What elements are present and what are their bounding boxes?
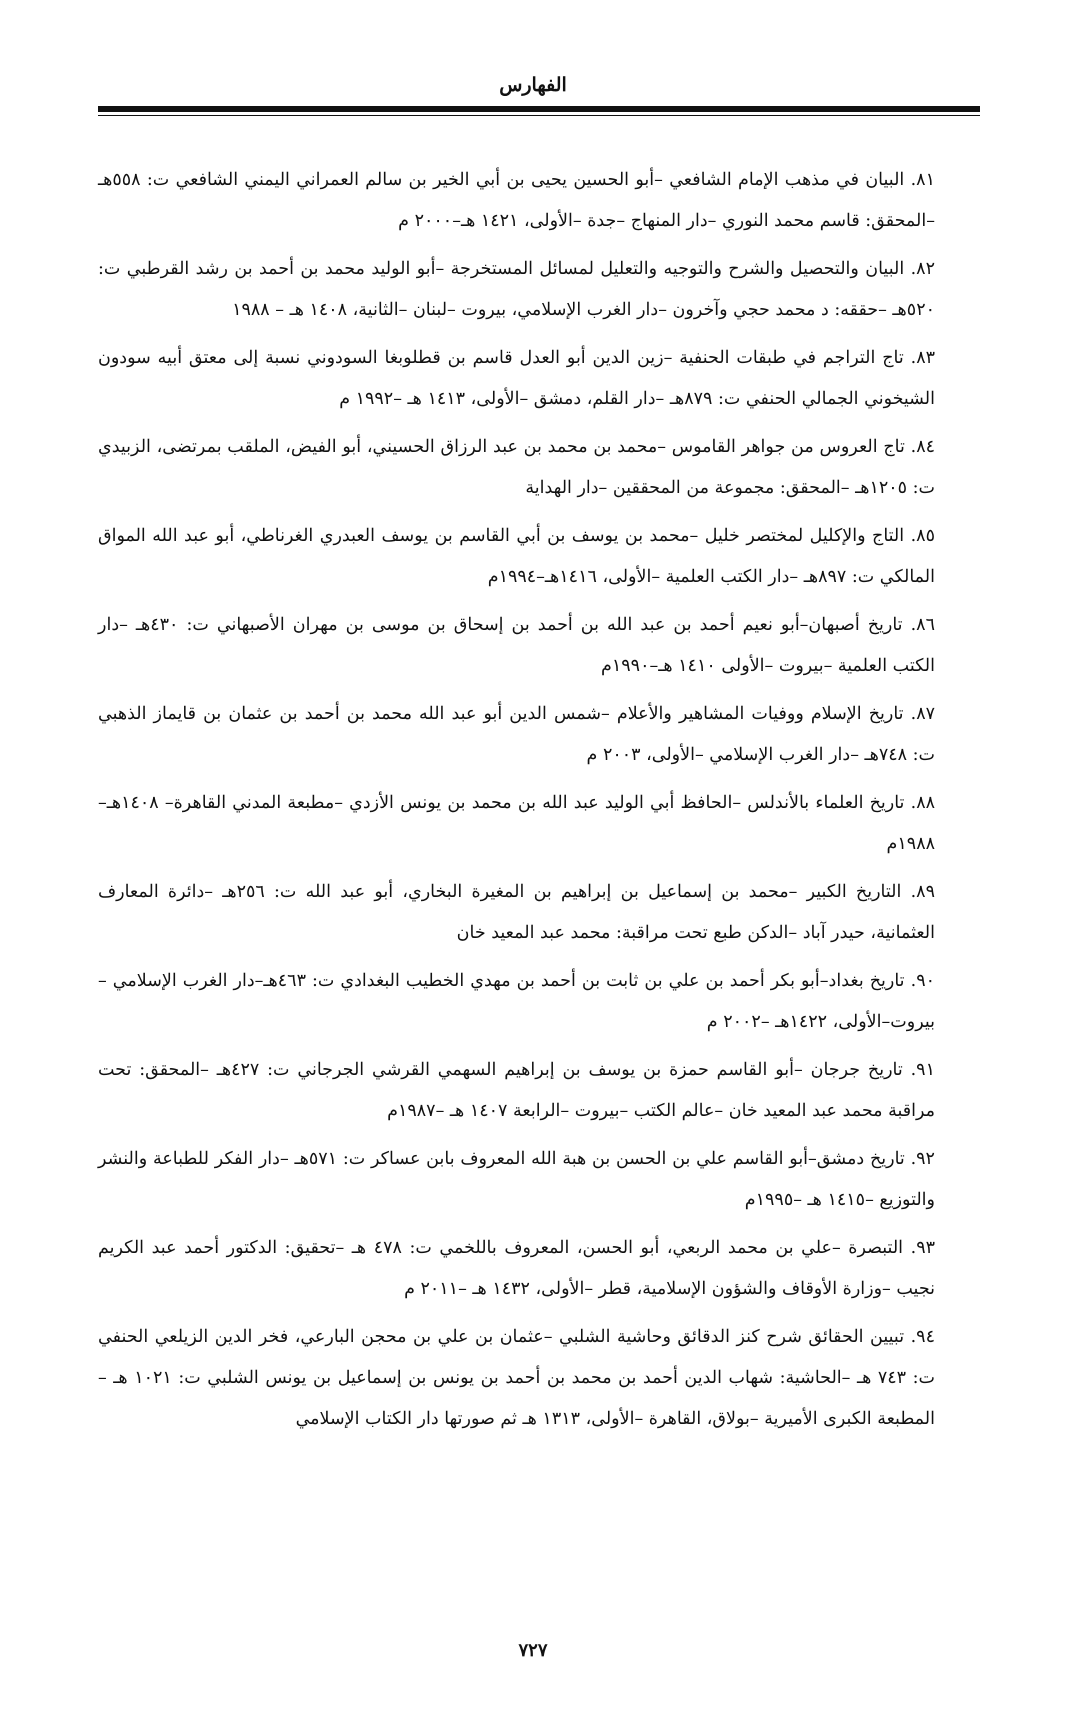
entry-text: تاريخ دمشق–أبو القاسم علي بن الحسن بن هبة الله المعروف بابن عساكر ت: ٥٧١هـ –دار الفكر للطباعة والنشر والتوزيع –١٤١٥ هـ –١٩٩٥م: [98, 1149, 935, 1210]
list-item: [98, 1317, 935, 1440]
list-item: [98, 1228, 935, 1310]
entry-number: ٨٩.: [910, 882, 935, 902]
entry-number: ٩٠.: [910, 971, 935, 991]
list-item: [98, 694, 935, 776]
bibliography-list: [98, 160, 935, 1447]
list-item: [98, 872, 935, 954]
entry-number: ٩٤.: [910, 1327, 935, 1347]
entry-text: تاريخ الإسلام ووفيات المشاهير والأعلام –شمس الدين أبو عبد الله محمد بن أحمد بن عثمان بن قايماز الذهبي ت: ٧٤٨هـ –دار الغرب الإسلامي –الأولى، ٢٠٠٣ م: [98, 704, 935, 765]
list-item: [98, 249, 935, 331]
entry-number: ٨١.: [910, 170, 935, 190]
list-item: [98, 783, 935, 865]
list-item: [98, 338, 935, 420]
entry-number: ٩١.: [910, 1060, 935, 1080]
entry-text: تاريخ جرجان –أبو القاسم حمزة بن يوسف بن إبراهيم السهمي القرشي الجرجاني ت: ٤٢٧هـ –المحقق: تحت مراقبة محمد عبد المعيد خان –عالم الكتب –بيروت –الرابعة ١٤٠٧ هـ –١٩٨٧م: [98, 1060, 935, 1121]
entry-text: تاج العروس من جواهر القاموس –محمد بن محمد بن عبد الرزاق الحسيني، أبو الفيض، الملقب بمرتضى، الزبيدي ت: ١٢٠٥هـ –المحقق: مجموعة من المحققين –دار الهداية: [98, 437, 935, 498]
entry-number: ٩٣.: [910, 1238, 935, 1258]
page-number: ٧٢٧: [518, 1640, 548, 1661]
entry-text: تاريخ بغداد–أبو بكر أحمد بن علي بن ثابت بن أحمد بن مهدي الخطيب البغدادي ت: ٤٦٣هـ–دار الغرب الإسلامي –بيروت–الأولى، ١٤٢٢هـ –٢٠٠٢ م: [98, 971, 935, 1032]
entry-text: التاريخ الكبير –محمد بن إسماعيل بن إبراهيم بن المغيرة البخاري، أبو عبد الله ت: ٢٥٦هـ –دائرة المعارف العثمانية، حيدر آباد –الدكن طبع تحت مراقبة: محمد عبد المعيد خان: [98, 882, 935, 943]
entry-text: تبيين الحقائق شرح كنز الدقائق وحاشية الشلبي –عثمان بن علي بن محجن البارعي، فخر الدين الزيلعي الحنفي ت: ٧٤٣ هـ –الحاشية: شهاب الدين أحمد بن محمد بن أحمد بن يونس بن إسماعيل بن يونس الشلبي ت: ١٠٢١ هـ –المطبعة الكبرى الأميرية –بولاق، القاهرة –الأولى، ١٣١٣ هـ ثم صورتها دار الكتاب الإسلامي: [98, 1327, 935, 1429]
list-item: [98, 427, 935, 509]
list-item: [98, 516, 935, 598]
entry-text: تاج التراجم في طبقات الحنفية –زين الدين أبو العدل قاسم بن قطلوبغا السودوني نسبة إلى معتق أبيه سودون الشيخوني الجمالي الحنفي ت: ٨٧٩هـ –دار القلم، دمشق –الأولى، ١٤١٣ هـ –١٩٩٢ م: [98, 348, 935, 409]
entry-text: التاج والإكليل لمختصر خليل –محمد بن يوسف بن أبي القاسم بن يوسف العبدري الغرناطي، أبو عبد الله المواق المالكي ت: ٨٩٧هـ –دار الكتب العلمية –الأولى، ١٤١٦هـ–١٩٩٤م: [98, 526, 935, 587]
list-item: [98, 961, 935, 1043]
entry-text: تاريخ أصبهان–أبو نعيم أحمد بن عبد الله بن أحمد بن إسحاق بن موسى بن مهران الأصبهاني ت: ٤٣٠هـ –دار الكتب العلمية –بيروت –الأولى ١٤١٠ هـ–١٩٩٠م: [98, 615, 935, 676]
list-item: [98, 1139, 935, 1221]
entry-text: البيان في مذهب الإمام الشافعي –أبو الحسين يحيى بن أبي الخير بن سالم العمراني اليمني الشافعي ت: ٥٥٨هـ –المحقق: قاسم محمد النوري –دار المنهاج –جدة –الأولى، ١٤٢١ هـ–٢٠٠٠ م: [98, 170, 935, 231]
entry-text: تاريخ العلماء بالأندلس –الحافظ أبي الوليد عبد الله بن محمد بن يونس الأزدي –مطبعة المدني القاهرة– ١٤٠٨هـ–١٩٨٨م: [98, 793, 935, 854]
list-item: [98, 605, 935, 687]
page-header-title: الفهارس: [499, 74, 567, 96]
entry-number: ٨٥.: [910, 526, 935, 546]
entry-number: ٨٦.: [910, 615, 935, 635]
header-rule-thick: [98, 106, 980, 112]
entry-text: التبصرة –علي بن محمد الربعي، أبو الحسن، المعروف باللخمي ت: ٤٧٨ هـ –تحقيق: الدكتور أحمد عبد الكريم نجيب –وزارة الأوقاف والشؤون الإسلامية، قطر –الأولى، ١٤٣٢ هـ –٢٠١١ م: [98, 1238, 935, 1299]
entry-number: ٨٨.: [910, 793, 935, 813]
entry-number: ٨٣.: [910, 348, 935, 368]
entry-number: ٨٤.: [910, 437, 935, 457]
list-item: [98, 1050, 935, 1132]
entry-number: ٩٢.: [910, 1149, 935, 1169]
header-rule-thin: [98, 115, 980, 116]
list-item: [98, 160, 935, 242]
entry-number: ٨٧.: [910, 704, 935, 724]
entry-number: ٨٢.: [910, 259, 935, 279]
entry-text: البيان والتحصيل والشرح والتوجيه والتعليل لمسائل المستخرجة –أبو الوليد محمد بن أحمد بن رشد القرطبي ت: ٥٢٠هـ –حققه: د محمد حجي وآخرون –دار الغرب الإسلامي، بيروت –لبنان –الثانية، ١٤٠٨ هـ – ١٩٨٨: [98, 259, 935, 320]
